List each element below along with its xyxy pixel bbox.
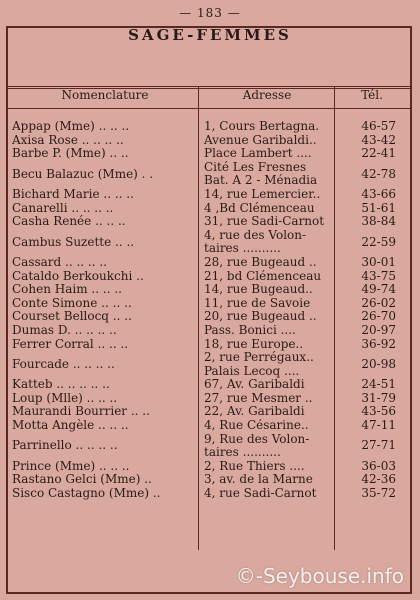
entry-address [200,487,344,501]
page-number: — 183 — [179,6,241,20]
entry-phone: 31-79 [361,390,396,405]
entry-phone: 51-61 [361,200,396,215]
address-line: Bat. A 2 - Ménadia [204,173,318,188]
entry-name: Appap (Mme) .. .. .. [12,120,130,133]
address-line: 27, rue Mesmer .. [204,391,313,405]
entry-address [200,270,344,284]
entry-address [200,147,344,161]
entry-phone: 20-98 [361,356,396,371]
table-row [12,215,410,229]
entry-name: Canarelli .. .. .. .. [12,201,114,215]
entry-name: Motta Angèle .. .. .. [12,419,129,433]
entry-name: Axisa Rose .. .. .. .. [12,133,124,147]
page-title: SAGE-FEMMES [128,26,292,44]
entry-name: Sisco Castagno (Mme) .. [12,487,161,501]
entry-name: Courset Bellocq .. .. [12,310,132,324]
entry-name: Conte Simone .. .. .. [12,296,132,310]
entry-address [200,134,344,148]
address-line: 4, rue des Volon- [204,228,307,242]
address-line: taires .......... [204,241,281,256]
header-rule-bottom [8,108,410,109]
entry-name: Becu Balazuc (Mme) . . [12,167,154,181]
entry-address [200,202,344,216]
entry-phone: 43-42 [361,132,396,147]
entry-name: Dumas D. .. .. .. .. [12,323,117,337]
entry-name: Bichard Marie .. .. .. [12,187,134,201]
address-line: Pass. Bonici .... [204,323,296,337]
entry-phone: 43-66 [361,186,396,201]
entry-phone: 47-11 [361,418,396,433]
table-row [12,392,410,406]
table-row [12,229,410,256]
address-line: 4 ,Bd Clémenceau [204,201,315,215]
entry-name: Prince (Mme) .. .. .. [12,459,130,473]
watermark: ©-Seybouse.info [235,564,404,588]
entry-address [200,161,344,188]
entry-name: Ferrer Corral .. .. .. [12,337,129,351]
entry-phone: 24-51 [361,377,396,392]
table-row [12,297,410,311]
entry-address [200,351,344,378]
table-row [12,147,410,161]
entry-address [200,229,344,256]
entry-name: Katteb .. .. .. .. .. [12,378,110,392]
entry-address [200,297,344,311]
table-row [12,188,410,202]
table-row [12,202,410,216]
entry-phone: 43-56 [361,404,396,419]
table-row [12,120,410,134]
table-row [12,283,410,297]
column-header-nomenclature: Nomenclature [61,88,149,102]
entry-list [12,120,410,501]
table-row [12,378,410,392]
entry-address [200,473,344,487]
table-row [12,487,410,501]
entry-phone: 20-97 [361,322,396,337]
entry-name: Fourcade .. .. .. .. [12,357,115,371]
address-line: 3, av. de la Marne [204,473,313,487]
entry-phone: 42-36 [361,472,396,487]
table-row [12,405,410,419]
entry-address [200,310,344,324]
entry-name: Rastano Gelci (Mme) .. [12,473,152,487]
entry-address [200,215,344,229]
address-line: 2, rue Perrégaux.. [204,351,314,365]
address-line: 14, rue Lemercier.. [204,187,321,201]
entry-address [200,338,344,352]
entry-name: Cassard .. .. .. .. [12,255,107,269]
entry-address [200,433,344,460]
address-line: Palais Lecoq .... [204,363,300,378]
entry-phone: 36-92 [361,336,396,351]
table-row [12,161,410,188]
entry-phone: 26-70 [361,309,396,324]
entry-phone: 36-03 [361,458,396,473]
entry-name: Cambus Suzette .. .. [12,235,135,249]
table-row [12,419,410,433]
address-line: 21, bd Clémenceau [204,269,322,283]
entry-name: Barbe P. (Mme) .. .. [12,147,129,161]
entry-phone: 22-41 [361,146,396,161]
address-line: 2, Rue Thiers .... [204,459,305,473]
column-header-adresse: Adresse [242,88,292,102]
address-line: 9, Rue des Volon- [204,432,310,446]
table-row [12,256,410,270]
address-line: 31, rue Sadi-Carnot [204,215,325,229]
entry-phone: 49-74 [361,282,396,297]
address-line: 4, Rue Césarine.. [204,419,309,433]
table-row [12,460,410,474]
table-row [12,433,410,460]
entry-phone: 22-59 [361,234,396,249]
entry-name: Cohen Haim .. .. .. [12,283,122,297]
entry-address [200,283,344,297]
table-row [12,473,410,487]
address-line: Cité Les Fresnes [204,160,307,174]
address-line: Avenue Garibaldi.. [204,133,317,147]
entry-address [200,392,344,406]
entry-address [200,324,344,338]
address-line: 22, Av. Garibaldi [204,405,305,419]
entry-phone: 35-72 [361,486,396,501]
table-row [12,310,410,324]
entry-phone: 43-75 [361,268,396,283]
entry-name: Parrinello .. .. .. .. [12,439,118,453]
address-line: 18, rue Europe.. [204,337,304,351]
entry-phone: 30-01 [361,254,396,269]
address-line: 14, rue Bugeaud.. [204,283,313,297]
entry-phone: 42-78 [361,166,396,181]
address-line: taires .......... [204,445,281,460]
entry-phone: 27-71 [361,438,396,453]
address-line: 1, Cours Bertagna. [204,120,320,133]
entry-phone: 46-57 [361,119,396,133]
entry-phone: 26-02 [361,295,396,310]
entry-phone: 38-84 [361,214,396,229]
table-row [12,134,410,148]
entry-address [200,188,344,202]
entry-name: Cataldo Berkoukchi .. [12,269,144,283]
address-line: 67, Av. Garibaldi [204,378,305,392]
entry-name: Maurandi Bourrier .. .. [12,405,150,419]
entry-address [200,378,344,392]
entry-address [200,419,344,433]
address-line: Place Lambert .... [204,147,312,161]
entry-name: Casha Renée .. .. .. [12,215,126,229]
address-line: 11, rue de Savoie [204,296,311,310]
table-row [12,270,410,284]
table-row [12,324,410,338]
address-line: 4, rue Sadi-Carnot [204,487,317,501]
table-row [12,351,410,378]
entry-name: Loup (Mlle) .. .. .. [12,391,118,405]
column-header-tel: Tél. [361,88,383,102]
entry-address [200,405,344,419]
table-row [12,338,410,352]
entry-address [200,256,344,270]
entry-address [200,120,344,134]
address-line: 28, rue Bugeaud .. [204,255,317,269]
entry-address [200,460,344,474]
address-line: 20, rue Bugeaud .. [204,310,317,324]
